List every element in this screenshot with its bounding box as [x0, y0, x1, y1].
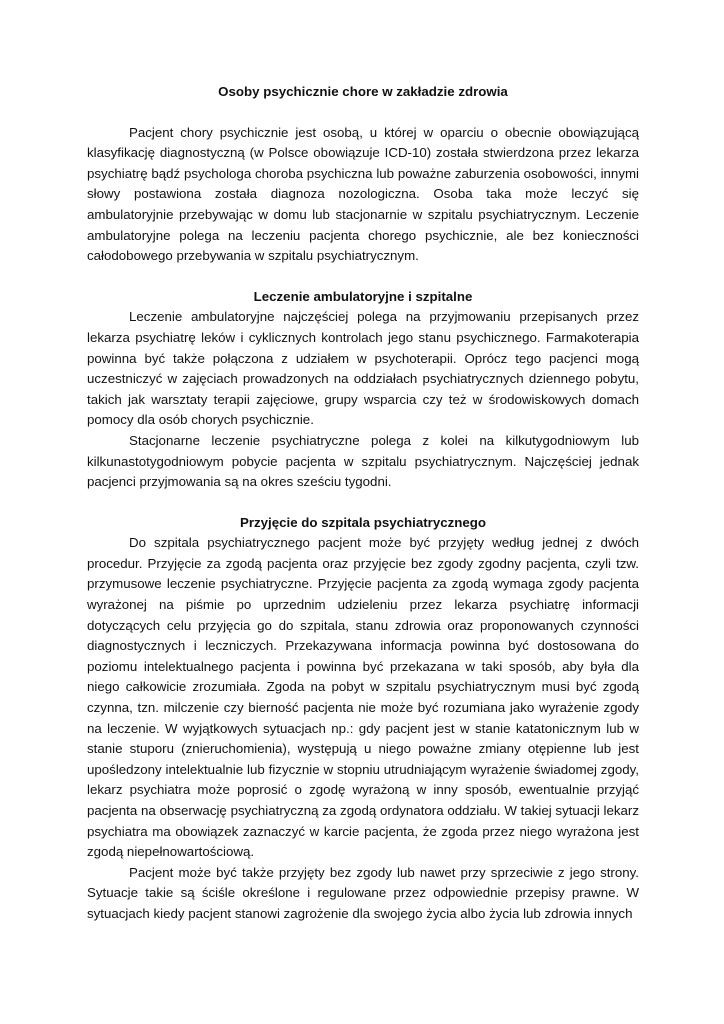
section-admission [87, 513, 639, 925]
paragraph: Do szpitala psychiatrycznego pacjent może być przyjęty według jednej z dwóch procedur. Przyjęcie za zgodą pacjenta oraz przyjęcie bez zgody zgodny pacjenta, czyli tzw. przymusowe leczenie psychiatryczne. Przyjęcie pacjenta za zgodą wymaga zgody pacjenta wyrażonej na piśmie po uprzednim udzieleniu przez lekarza psychiatrę informacji dotyczących celu przyjęcia go do szpitala, stanu zdrowia oraz proponowanych czynności diagnostycznych i leczniczych. Przekazywana informacja powinna być dostosowana do poziomu intelektualnego pacjenta i powinna być przekazana w taki sposób, aby była dla niego całkowicie zrozumiała. Zgoda na pobyt w szpitalu psychiatrycznym musi być zgodą czynna, tzn. milczenie czy bierność pacjenta nie może być rozumiana jako wyrażenie zgody na leczenie. W wyjątkowych sytuacjach np.: gdy pacjent jest w stanie katatonicznym lub w stanie stuporu (znieruchomienia), występują u niego poważne zmiany otępienne lub jest upośledzony intelektualnie lub fizycznie w stopniu utrudniającym wyrażenie świadomej zgody, lekarz psychiatra może poprosić o zgodę wyrażoną w inny sposób, ewentualnie przyjąć pacjenta na obserwację psychiatryczną za zgodą ordynatora oddziału. W takiej sytuacji lekarz psychiatra ma obowiązek zaznaczyć w karcie pacjenta, że zgoda przez niego wyrażona jest zgodą niepełnowartościową. [87, 535, 639, 860]
document-page [87, 82, 639, 925]
intro-paragraph: Pacjent chory psychicznie jest osobą, u której w oparciu o obecnie obowiązującą klasyfikację diagnostyczną (w Polsce obowiązuje ICD-10) została stwierdzona przez lekarza psychiatrę bądź psychologa choroba psychiczna lub poważne zaburzenia osobowości, innymi słowy postawiona została diagnoza nozologiczna. Osoba taka może leczyć się ambulatoryjnie przebywając w domu lub stacjonarnie w szpitalu psychiatrycznym. Leczenie ambulatoryjne polega na leczeniu pacjenta chorego psychicznie, ale bez konieczności całodobowego przebywania w szpitalu psychiatrycznym. [87, 124, 639, 264]
section-spacer [87, 493, 639, 513]
section-ambulatory [87, 287, 639, 493]
section-heading: Leczenie ambulatoryjne i szpitalne [253, 288, 473, 304]
paragraph: Pacjent może być także przyjęty bez zgody lub nawet przy sprzeciwie z jego strony. Sytuacje takie są ściśle określone i regulowane przez odpowiednie przepisy prawne. W sytuacjach kiedy pacjent stanowi zagrożenie dla swojego życia albo życia lub zdrowia innych [87, 864, 639, 921]
paragraph: Stacjonarne leczenie psychiatryczne polega z kolei na kilkutygodniowym lub kilkunastotygodniowym pobycie pacjenta w szpitalu psychiatrycznym. Najczęściej jednak pacjenci przyjmowania są na okres sześciu tygodni. [87, 432, 639, 490]
paragraph: Leczenie ambulatoryjne najczęściej polega na przyjmowaniu przepisanych przez lekarza psychiatrę leków i cyklicznych kontrolach jego stanu psychicznego. Farmakoterapia powinna być także połączona z udziałem w psychoterapii. Oprócz tego pacjenci mogą uczestniczyć w zajęciach prowadzonych na oddziałach psychiatrycznych dziennego pobytu, takich jak warsztaty terapii zajęciowe, grupy wsparcia czy też w środowiskowych domach pomocy dla osób chorych psychicznie. [87, 309, 639, 428]
section-spacer [87, 267, 639, 287]
document-title: Osoby psychicznie chore w zakładzie zdrowia [218, 84, 508, 99]
section-heading: Przyjęcie do szpitala psychiatrycznego [239, 514, 487, 530]
